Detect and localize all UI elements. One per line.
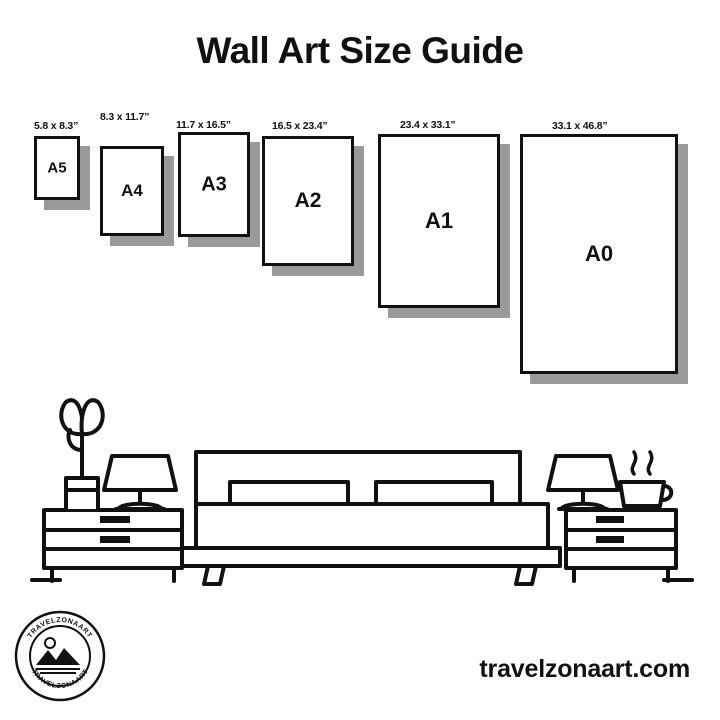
page-title: Wall Art Size Guide [196, 30, 524, 71]
travelzonaart-badge-icon [14, 610, 106, 702]
frame-box[interactable] [34, 136, 80, 200]
frame-size-label: A2 [294, 189, 322, 212]
frame-size-label: A4 [121, 181, 143, 200]
frame-box[interactable] [178, 132, 250, 237]
coffee-cup [620, 452, 671, 506]
bed [182, 452, 560, 584]
frame-box[interactable] [100, 146, 164, 236]
frame-dimension-label: 16.5 x 23.4” [272, 120, 328, 132]
frame-dimension-label: 5.8 x 8.3” [34, 120, 79, 132]
frame-size-label: A0 [584, 241, 614, 266]
frame-dimension-label: 11.7 x 16.5” [176, 119, 231, 131]
frame-box[interactable] [520, 134, 678, 374]
bedroom-scene [0, 378, 720, 608]
frame-dimension-label: 23.4 x 33.1” [400, 119, 456, 131]
frame-dimension-label: 33.1 x 46.8” [552, 120, 608, 132]
website-url: travelzonaart.com [479, 655, 690, 683]
brand-logo [14, 610, 106, 702]
vase-with-flowers [61, 400, 103, 509]
frame-dimension-label: 8.3 x 11.7” [100, 111, 150, 123]
frame-size-label: A1 [424, 208, 454, 233]
frame-box[interactable] [262, 136, 354, 266]
logo-text-top: TRAVELZONAART [26, 616, 94, 640]
table-lamp-right [548, 456, 618, 509]
frame-box[interactable] [378, 134, 500, 308]
frame-size-label: A3 [201, 173, 227, 195]
nightstand-right [566, 510, 676, 581]
bedroom-illustration-svg [0, 378, 720, 608]
table-lamp-left [104, 456, 176, 509]
frame-size-label: A5 [47, 159, 67, 177]
nightstand-left [44, 510, 182, 581]
logo-text-bottom: TRAVELZONAART [29, 668, 91, 691]
mountain-sun-emblem [36, 638, 80, 673]
